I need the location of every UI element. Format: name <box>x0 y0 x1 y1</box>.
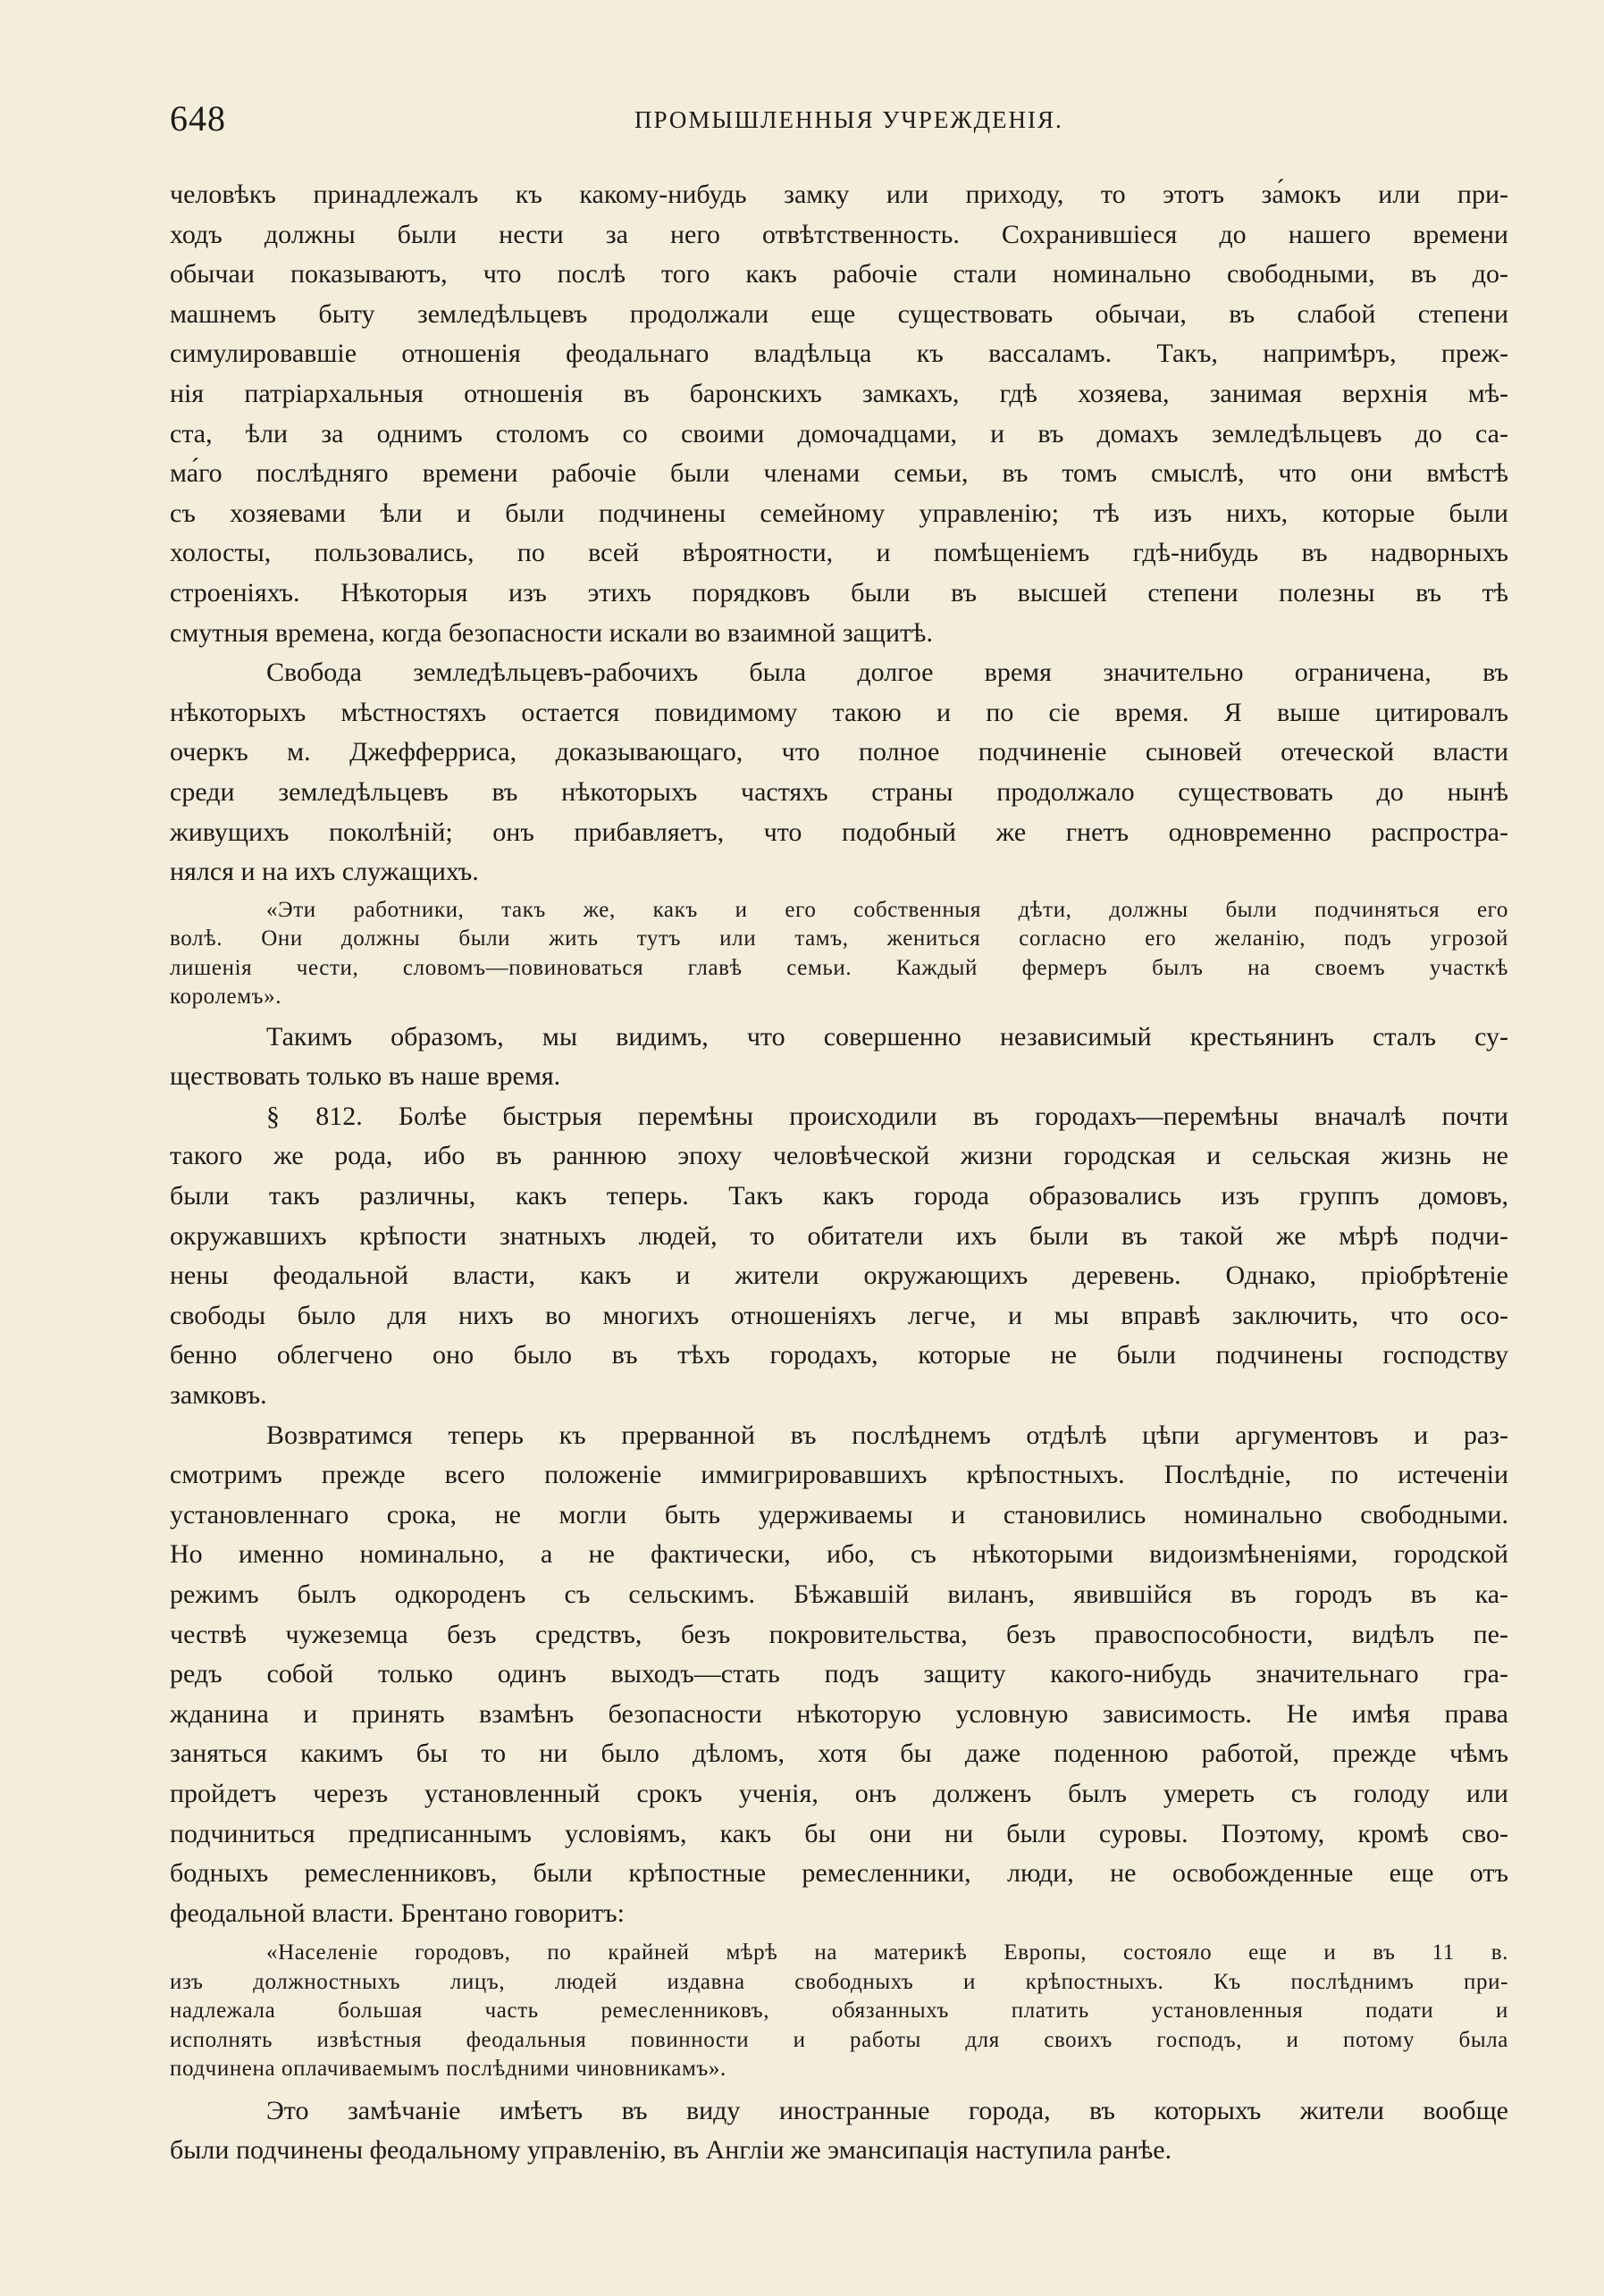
text-line: Свобода земледѣльцевъ-рабочихъ была долгое время значительно ограничена, въ <box>266 658 1508 688</box>
text-line: Но именно номинально, а не фактически, ибо, съ нѣкоторыми видоизмѣненіями, городской <box>170 1539 1508 1570</box>
text-line: § 812. Болѣе быстрыя перемѣны происходили въ городахъ—перемѣны вначалѣ почти <box>266 1101 1508 1131</box>
text-line: бодныхъ ремесленниковъ, были крѣпостные ремесленники, люди, не освобожденные еще отъ <box>170 1858 1508 1889</box>
paragraph <box>170 1097 1508 1416</box>
text-line: ходъ должны были нести за него отвѣтственность. Сохранившіеся до нашего времени <box>170 219 1508 249</box>
text-line: симулировавшіе отношенія феодальнаго владѣльца къ вассаламъ. Такъ, напримѣръ, преж- <box>170 339 1508 369</box>
text-line: режимъ былъ одкороденъ съ сельскимъ. Бѣжавшій виланъ, явившійся въ городъ въ ка- <box>170 1580 1508 1609</box>
text-line: человѣкъ принадлежалъ къ какому-нибудь замку или приходу, то этотъ за́мокъ или при- <box>170 180 1508 209</box>
text-line: машнемъ быту земледѣльцевъ продолжали еще существовать обычаи, въ слабой степени <box>170 298 1508 329</box>
text-line: были подчинены феодальному управленію, въ Англіи же эмансипація наступила ранѣе. <box>170 2135 1172 2166</box>
text-line: смутныя времена, когда безопасности искали во взаимной защитѣ. <box>170 617 933 648</box>
paragraph <box>170 1416 1508 1934</box>
page-body <box>170 175 1508 2171</box>
text-line: нялся и на ихъ служащихъ. <box>170 857 479 887</box>
quote-line: волѣ. Они должны были жить тутъ или тамъ, жениться согласно его желанію, подъ угрозой <box>170 926 1508 951</box>
text-line: Возвратимся теперь къ прерванной въ послѣднемъ отдѣлѣ цѣпи аргументовъ и раз- <box>266 1420 1508 1450</box>
block-quote <box>170 1939 1508 2084</box>
running-header <box>170 96 1510 141</box>
quote-line: «Населеніе городовъ, по крайней мѣрѣ на материкѣ Европы, состояло еще и въ 11 в. <box>266 1940 1508 1965</box>
text-line: заняться какимъ бы то ни было дѣломъ, хотя бы даже поденною работой, прежде чѣмъ <box>170 1739 1508 1769</box>
text-line: нія патріархальныя отношенія въ баронскихъ замкахъ, гдѣ хозяева, занимая верхнія мѣ- <box>170 378 1508 408</box>
text-line: Это замѣчаніе имѣетъ въ виду иностранные города, въ которыхъ жители вообще <box>266 2095 1508 2125</box>
text-line: ста, ѣли за однимъ столомъ со своими домочадцами, и въ домахъ земледѣльцевъ до са- <box>170 418 1508 448</box>
text-line: Такимъ образомъ, мы видимъ, что совершенно независимый крестьянинъ сталъ су- <box>266 1021 1508 1052</box>
text-line: установленнаго срока, не могли быть удерживаемы и становились номинально свободными. <box>170 1499 1508 1529</box>
text-line: бенно облегчено оно было въ тѣхъ городахъ, которые не были подчинены господству <box>170 1340 1508 1370</box>
quote-line: надлежала большая часть ремесленниковъ, обязанныхъ платить установленныя подати и <box>170 1999 1508 2024</box>
text-line: такого же рода, ибо въ раннюю эпоху человѣческой жизни городская и сельская жизнь не <box>170 1141 1508 1171</box>
block-quote <box>170 896 1508 1012</box>
text-line: съ хозяевами ѣли и были подчинены семейному управленію; тѣ изъ нихъ, которые были <box>170 498 1508 528</box>
text-line: среди земледѣльцевъ въ нѣкоторыхъ частяхъ страны продолжало существовать до нынѣ <box>170 776 1508 807</box>
text-line: очеркъ м. Джефферриса, доказывающаго, что полное подчиненіе сыновей отеческой власти <box>170 737 1508 767</box>
text-line: окружавшихъ крѣпости знатныхъ людей, то обитатели ихъ были въ такой же мѣрѣ подчи- <box>170 1220 1508 1251</box>
text-line: холосты, пользовались, по всей вѣроятности, и помѣщеніемъ гдѣ-нибудь въ надворныхъ <box>170 538 1508 568</box>
text-line: чествѣ чужеземца безъ средствъ, безъ покровительства, безъ правоспособности, видѣлъ пе- <box>170 1619 1508 1649</box>
text-line: ществовать только въ наше время. <box>170 1061 561 1092</box>
text-line: свободы было для нихъ во многихъ отношеніяхъ легче, и мы вправѣ заключить, что осо- <box>170 1300 1508 1330</box>
text-line: обычаи показываютъ, что послѣ того какъ рабочіе стали номинально свободными, въ до- <box>170 259 1508 289</box>
text-line: строеніяхъ. Нѣкоторыя изъ этихъ порядковъ были въ высшей степени полезны въ тѣ <box>170 577 1508 608</box>
text-line: подчиниться предписаннымъ условіямъ, какъ бы они ни были суровы. Поэтому, кромѣ сво- <box>170 1818 1508 1848</box>
quote-line: исполнять извѣстныя феодальныя повинности и работы для своихъ господъ, и потому была <box>170 2027 1508 2052</box>
text-line: пройдетъ черезъ установленный срокъ ученія, онъ долженъ былъ умереть съ голоду или <box>170 1778 1508 1808</box>
quote-line: лишенія чести, словомъ—повиноваться главѣ семьи. Каждый фермеръ былъ на своемъ участкѣ <box>170 955 1508 980</box>
page-number: 648 <box>170 98 226 138</box>
paragraph <box>170 2091 1508 2171</box>
text-line: нѣкоторыхъ мѣстностяхъ остается повидимому такою и по сіе время. Я выше цитировалъ <box>170 697 1508 727</box>
quote-line: королемъ». <box>170 985 282 1010</box>
text-line: нены феодальной власти, какъ и жители окружающихъ деревень. Однако, пріобрѣтеніе <box>170 1261 1508 1291</box>
paragraph <box>170 175 1508 653</box>
paragraph <box>170 1018 1508 1097</box>
text-line: замковъ. <box>170 1380 267 1411</box>
paragraph <box>170 653 1508 892</box>
text-line: живущихъ поколѣній; онъ прибавляетъ, что подобный же гнетъ одновременно распростра- <box>170 817 1508 847</box>
quote-line: изъ должностныхъ лицъ, людей издавна свободныхъ и крѣпостныхъ. Къ послѣднимъ при- <box>170 1969 1508 1994</box>
text-line: были такъ различны, какъ теперь. Такъ какъ города образовались изъ группъ домовъ, <box>170 1181 1508 1211</box>
text-line: феодальной власти. Брентано говоритъ: <box>170 1898 626 1928</box>
text-line: редъ собой только одинъ выходъ—стать подъ защиту какого-нибудь значительнаго гра- <box>170 1659 1508 1689</box>
quote-line: подчинена оплачиваемымъ послѣдними чиновникамъ». <box>170 2057 726 2082</box>
text-line: ма́го послѣдняго времени рабочіе были членами семьи, въ томъ смыслѣ, что они вмѣстѣ <box>170 458 1508 489</box>
text-line: жданина и принять взамѣнъ безопасности нѣкоторую условную зависимость. Не имѣя права <box>170 1698 1508 1729</box>
running-title: ПРОМЫШЛЕННЫЯ УЧРЕЖДЕНІЯ. <box>634 106 1063 133</box>
text-line: смотримъ прежде всего положеніе иммигрировавшихъ крѣпостныхъ. Послѣдніе, по истеченіи <box>170 1460 1508 1490</box>
quote-line: «Эти работники, такъ же, какъ и его собственныя дѣти, должны были подчиняться его <box>266 897 1508 922</box>
